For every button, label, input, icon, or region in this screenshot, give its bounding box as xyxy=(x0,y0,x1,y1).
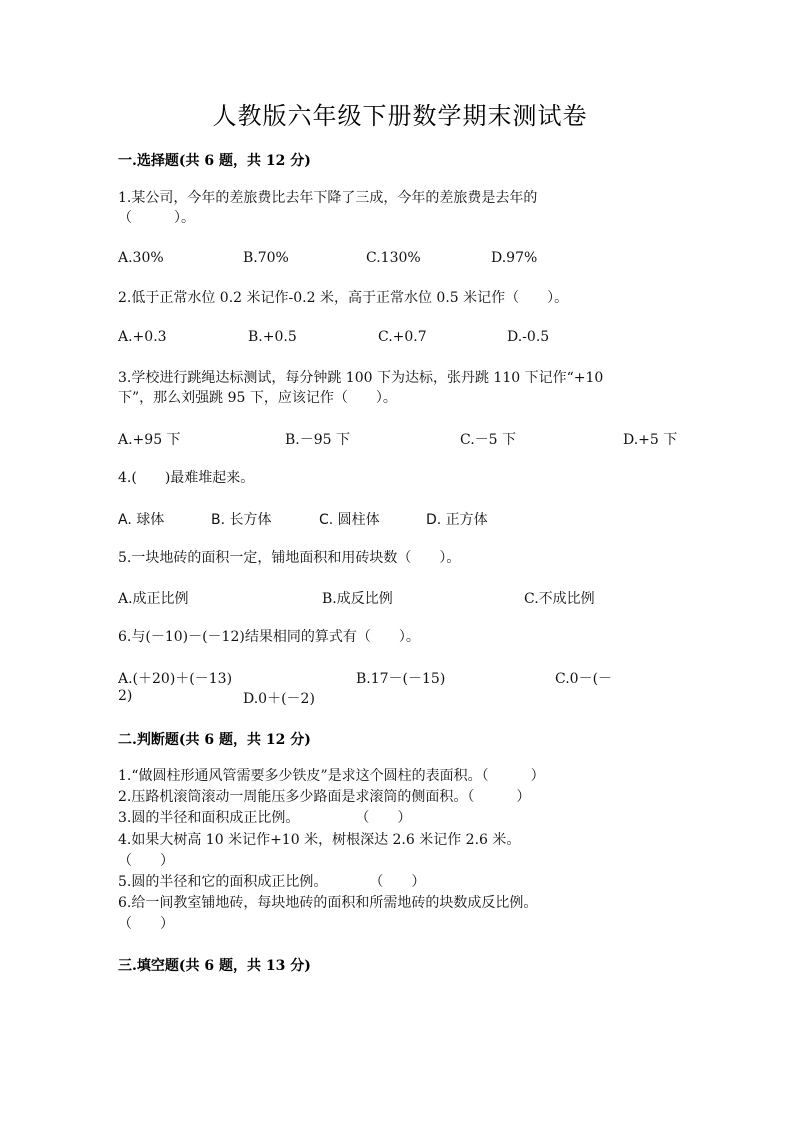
option-c: C. 圆柱体 xyxy=(319,512,380,528)
judge-item: 4.如果大树高 10 米记作+10 米，树根深达 2.6 米记作 2.6 米。 xyxy=(118,832,521,848)
option-d: D.+5 下 xyxy=(623,432,678,448)
section-heading-choice: 一.选择题(共 6 题，共 12 分) xyxy=(118,153,311,169)
option-d: D.-0.5 xyxy=(507,329,550,345)
section-heading-fill: 三.填空题(共 6 题，共 13 分) xyxy=(118,958,311,974)
judge-item: 3.圆的半径和面积成正比例。 （ ） xyxy=(118,810,412,826)
option-c: C.－5 下 xyxy=(460,432,517,448)
option-b: B.成反比例 xyxy=(322,591,393,607)
option-b: B.17－(－15) xyxy=(356,671,446,687)
option-d: D.97% xyxy=(491,250,538,266)
question-text: 下”，那么刘强跳 95 下，应该记作（ ）。 xyxy=(118,390,397,406)
page-title: 人教版六年级下册数学期末测试卷 xyxy=(212,102,588,130)
option-c: C.0－(－ xyxy=(555,671,613,687)
question-text: 4.( )最难堆起来。 xyxy=(118,470,255,486)
question-text: 2.低于正常水位 0.2 米记作-0.2 米，高于正常水位 0.5 米记作（ ）。 xyxy=(118,290,569,306)
question-text: 3.学校进行跳绳达标测试，每分钟跳 100 下为达标，张丹跳 110 下记作“+10 xyxy=(118,370,604,386)
option-a: A.成正比例 xyxy=(118,591,189,607)
option-a: A.+95 下 xyxy=(118,432,181,448)
judge-item: 2.压路机滚筒滚动一周能压多少路面是求滚筒的侧面积。（ ） xyxy=(118,789,531,805)
judge-item: 6.给一间教室铺地砖，每块地砖的面积和所需地砖的块数成反比例。 xyxy=(118,895,538,911)
judge-item-continued: （ ） xyxy=(118,916,174,932)
option-c: C.不成比例 xyxy=(524,591,595,607)
option-c: C.+0.7 xyxy=(378,329,427,345)
option-b: B.－95 下 xyxy=(285,432,351,448)
section-heading-judge: 二.判断题(共 6 题，共 12 分) xyxy=(118,732,311,748)
option-b: B.70% xyxy=(243,250,289,266)
option-a: A. 球体 xyxy=(118,512,165,528)
question-text: （ ）。 xyxy=(118,210,195,226)
question-text: 5.一块地砖的面积一定，铺地面积和用砖块数（ ）。 xyxy=(118,550,461,566)
judge-item: 1.“做圆柱形通风管需要多少铁皮”是求这个圆柱的表面积。（ ） xyxy=(118,768,545,784)
option-d: D. 正方体 xyxy=(426,512,488,528)
judge-item: 5.圆的半径和它的面积成正比例。 （ ） xyxy=(118,874,426,890)
option-d: D.0＋(－2) xyxy=(243,691,315,707)
option-b: B.+0.5 xyxy=(248,329,297,345)
option-a: A.30% xyxy=(118,250,164,266)
option-c: C.130% xyxy=(366,250,421,266)
option-a: A.+0.3 xyxy=(118,329,167,345)
judge-item-continued: （ ） xyxy=(118,853,174,869)
option-b: B. 长方体 xyxy=(211,512,272,528)
option-c-continued: 2) xyxy=(118,688,133,704)
question-text: 1.某公司，今年的差旅费比去年下降了三成，今年的差旅费是去年的 xyxy=(118,190,538,206)
option-a: A.(＋20)＋(－13) xyxy=(118,671,233,687)
question-text: 6.与(－10)－(－12)结果相同的算式有（ ）。 xyxy=(118,629,420,645)
